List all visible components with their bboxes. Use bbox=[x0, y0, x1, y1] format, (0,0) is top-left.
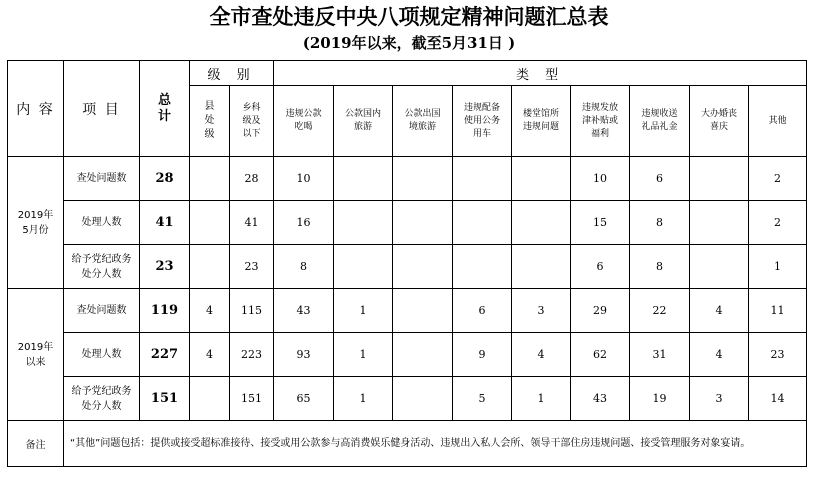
header-total: 总 计 bbox=[140, 61, 190, 157]
value-cell: 4 bbox=[512, 333, 571, 377]
table-row bbox=[8, 377, 807, 421]
value-cell: 29 bbox=[571, 289, 630, 333]
value-cell: 3 bbox=[512, 289, 571, 333]
value-cell bbox=[393, 157, 453, 201]
header-content: 内 容 bbox=[8, 61, 64, 157]
header-type-8: 其他 bbox=[749, 86, 807, 157]
value-cell: 4 bbox=[690, 333, 749, 377]
value-cell bbox=[690, 201, 749, 245]
table-row bbox=[8, 157, 807, 201]
value-cell: 41 bbox=[230, 201, 274, 245]
total-cell: 227 bbox=[140, 333, 190, 377]
value-cell: 43 bbox=[274, 289, 334, 333]
value-cell bbox=[690, 245, 749, 289]
note-text: “其他”问题包括：提供或接受超标准接待、接受或用公款参与高消费娱乐健身活动、违规出入私人会所、领导干部住房违规问题、接受管理服务对象宴请。 bbox=[64, 421, 807, 467]
period-cell: 2019年 5月份 bbox=[8, 157, 64, 289]
note-label: 备注 bbox=[8, 421, 64, 467]
value-cell bbox=[690, 157, 749, 201]
value-cell: 6 bbox=[630, 157, 690, 201]
total-cell: 23 bbox=[140, 245, 190, 289]
value-cell: 23 bbox=[230, 245, 274, 289]
value-cell: 93 bbox=[274, 333, 334, 377]
value-cell: 1 bbox=[749, 245, 807, 289]
table-row bbox=[8, 289, 807, 333]
period-cell: 2019年 以来 bbox=[8, 289, 64, 421]
value-cell bbox=[334, 157, 393, 201]
value-cell: 11 bbox=[749, 289, 807, 333]
value-cell: 2 bbox=[749, 157, 807, 201]
value-cell: 8 bbox=[274, 245, 334, 289]
header-type-7: 大办婚丧 喜庆 bbox=[690, 86, 749, 157]
table-row bbox=[8, 245, 807, 289]
value-cell bbox=[190, 201, 230, 245]
value-cell bbox=[190, 157, 230, 201]
header-level-group: 级 别 bbox=[190, 61, 274, 86]
page-subtitle: (2019年以来，截至5月31日 ) bbox=[302, 34, 516, 52]
value-cell: 16 bbox=[274, 201, 334, 245]
row-label: 查处问题数 bbox=[64, 289, 140, 333]
header-level-1: 乡科 级及 以下 bbox=[230, 86, 274, 157]
value-cell: 15 bbox=[571, 201, 630, 245]
value-cell: 3 bbox=[690, 377, 749, 421]
value-cell bbox=[190, 377, 230, 421]
value-cell: 43 bbox=[571, 377, 630, 421]
row-label: 给予党纪政务 处分人数 bbox=[64, 377, 140, 421]
note-row bbox=[8, 421, 807, 467]
value-cell bbox=[453, 201, 512, 245]
value-cell: 9 bbox=[453, 333, 512, 377]
table-row bbox=[8, 333, 807, 377]
header-row-groups bbox=[8, 61, 807, 86]
value-cell: 4 bbox=[190, 333, 230, 377]
value-cell bbox=[393, 377, 453, 421]
header-type-2: 公款出国 境旅游 bbox=[393, 86, 453, 157]
value-cell: 1 bbox=[334, 333, 393, 377]
value-cell: 10 bbox=[571, 157, 630, 201]
header-type-1: 公款国内 旅游 bbox=[334, 86, 393, 157]
value-cell: 1 bbox=[512, 377, 571, 421]
row-label: 处理人数 bbox=[64, 333, 140, 377]
header-type-5: 违规发放 津补贴或 福利 bbox=[571, 86, 630, 157]
value-cell: 1 bbox=[334, 377, 393, 421]
value-cell: 223 bbox=[230, 333, 274, 377]
page-title: 全市查处违反中央八项规定精神问题汇总表 bbox=[209, 4, 609, 29]
value-cell: 6 bbox=[571, 245, 630, 289]
total-cell: 119 bbox=[140, 289, 190, 333]
summary-table bbox=[7, 60, 807, 467]
value-cell bbox=[512, 157, 571, 201]
total-cell: 28 bbox=[140, 157, 190, 201]
value-cell: 4 bbox=[690, 289, 749, 333]
value-cell bbox=[393, 333, 453, 377]
value-cell: 2 bbox=[749, 201, 807, 245]
value-cell: 65 bbox=[274, 377, 334, 421]
value-cell bbox=[453, 157, 512, 201]
header-level-0: 县 处 级 bbox=[190, 86, 230, 157]
value-cell bbox=[453, 245, 512, 289]
value-cell: 8 bbox=[630, 201, 690, 245]
header-item: 项 目 bbox=[64, 61, 140, 157]
table-row bbox=[8, 201, 807, 245]
value-cell: 8 bbox=[630, 245, 690, 289]
value-cell: 22 bbox=[630, 289, 690, 333]
value-cell: 1 bbox=[334, 289, 393, 333]
value-cell bbox=[190, 245, 230, 289]
value-cell: 23 bbox=[749, 333, 807, 377]
value-cell: 31 bbox=[630, 333, 690, 377]
value-cell: 14 bbox=[749, 377, 807, 421]
value-cell bbox=[393, 201, 453, 245]
value-cell: 151 bbox=[230, 377, 274, 421]
value-cell: 19 bbox=[630, 377, 690, 421]
value-cell bbox=[393, 245, 453, 289]
value-cell bbox=[334, 245, 393, 289]
value-cell bbox=[334, 201, 393, 245]
row-label: 查处问题数 bbox=[64, 157, 140, 201]
value-cell bbox=[393, 289, 453, 333]
row-label: 给予党纪政务 处分人数 bbox=[64, 245, 140, 289]
total-cell: 41 bbox=[140, 201, 190, 245]
value-cell: 10 bbox=[274, 157, 334, 201]
value-cell: 5 bbox=[453, 377, 512, 421]
header-type-4: 楼堂馆所 违规问题 bbox=[512, 86, 571, 157]
header-type-3: 违规配备 使用公务 用车 bbox=[453, 86, 512, 157]
value-cell: 6 bbox=[453, 289, 512, 333]
row-label: 处理人数 bbox=[64, 201, 140, 245]
total-cell: 151 bbox=[140, 377, 190, 421]
header-type-0: 违规公款 吃喝 bbox=[274, 86, 334, 157]
value-cell: 28 bbox=[230, 157, 274, 201]
value-cell bbox=[512, 245, 571, 289]
header-type-group: 类 型 bbox=[274, 61, 807, 86]
value-cell: 4 bbox=[190, 289, 230, 333]
value-cell: 115 bbox=[230, 289, 274, 333]
value-cell bbox=[512, 201, 571, 245]
value-cell: 62 bbox=[571, 333, 630, 377]
header-type-6: 违规收送 礼品礼金 bbox=[630, 86, 690, 157]
